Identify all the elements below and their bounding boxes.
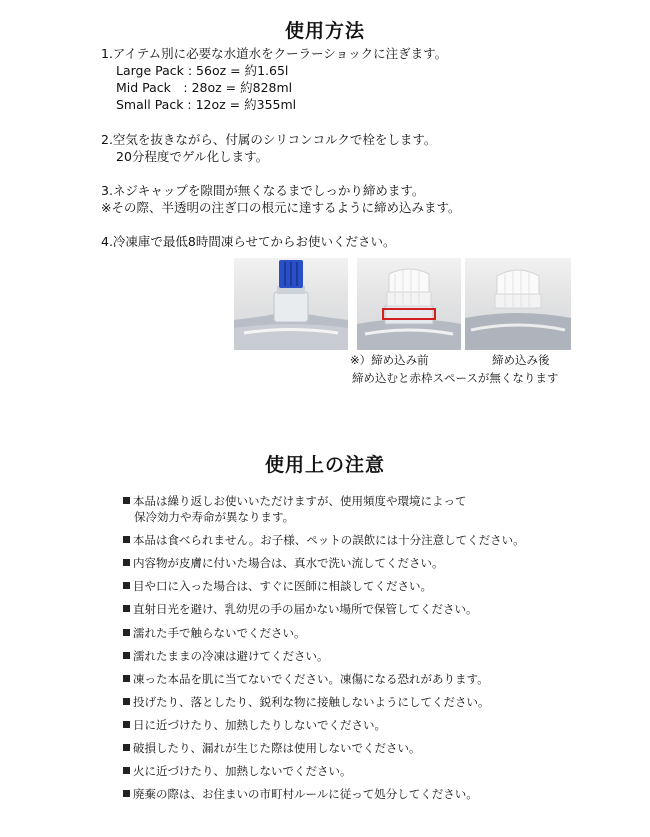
caution-item: 保冷効力や寿命が異なります。 [134,510,295,524]
caption-before: ※）締め込み前 [350,353,429,367]
caution-item: 破損したり、漏れが生じた際は使用しないでください。 [123,741,421,756]
step-2-sub: 20分程度でゲル化します。 [116,149,269,164]
bullet-square-icon [123,629,130,636]
caution-item: 直射日光を避け、乳幼児の手の届かない場所で保管してください。 [123,602,478,617]
photo-blue-cap [234,258,348,350]
cautions-title: 使用上の注意 [264,454,385,476]
caution-item: 濡れたままの冷凍は避けてください。 [123,649,329,664]
size-small: Small Pack : 12oz = 約355ml [116,97,297,112]
caution-item: 内容物が皮膚に付いた場合は、真水で洗い流してください。 [123,556,444,571]
size-large: Large Pack : 56oz = 約1.65l [116,63,289,78]
bullet-square-icon [123,582,130,589]
photo-before-tightening [357,258,461,350]
photo-after-tightening [465,258,571,350]
bullet-square-icon [123,652,130,659]
bullet-square-icon [123,536,130,543]
bullet-square-icon [123,698,130,705]
caution-item: 廃棄の際は、お住まいの市町村ルールに従って処分してください。 [123,787,478,802]
bullet-square-icon [123,675,130,682]
caution-item: 本品は繰り返しお使いいただけますが、使用頻度や環境によって [123,494,467,509]
bullet-square-icon [123,605,130,612]
step-3-note: ※その際、半透明の注ぎ口の根元に達するように締め込みます。 [101,200,461,215]
step-3: 3.ネジキャップを隙間が無くなるまでしっかり締めます。 [101,183,425,198]
bullet-square-icon [123,497,130,504]
caution-item: 日に近づけたり、加熱したりしないでください。 [123,718,386,733]
caption-note: 締め込むと赤枠スペースが無くなります [352,371,559,385]
caution-item: 目や口に入った場合は、すぐに医師に相談してください。 [123,579,432,594]
bullet-square-icon [123,790,130,797]
caution-item: 凍った本品を肌に当てないでください。凍傷になる恐れがあります。 [123,672,489,687]
size-mid: Mid Pack : 28oz = 約828ml [116,80,293,95]
caution-item: 火に近づけたり、加熱しないでください。 [123,764,352,779]
bullet-square-icon [123,767,130,774]
step-1: 1.アイテム別に必要な水道水をクーラーショックに注ぎます。 [101,46,448,61]
bullet-square-icon [123,721,130,728]
caution-item: 投げたり、落としたり、鋭利な物に接触しないようにしてください。 [123,695,490,710]
caution-item: 濡れた手で触らないでください。 [123,626,306,641]
bullet-square-icon [123,744,130,751]
caution-item: 本品は食べられません。お子様、ペットの誤飲には十分注意してください。 [123,533,525,548]
step-4: 4.冷凍庫で最低8時間凍らせてからお使いください。 [101,234,396,249]
usage-title: 使用方法 [284,20,365,42]
step-2: 2.空気を抜きながら、付属のシリコンコルクで栓をします。 [101,132,437,147]
caption-after: 締め込み後 [492,353,550,367]
bullet-square-icon [123,559,130,566]
